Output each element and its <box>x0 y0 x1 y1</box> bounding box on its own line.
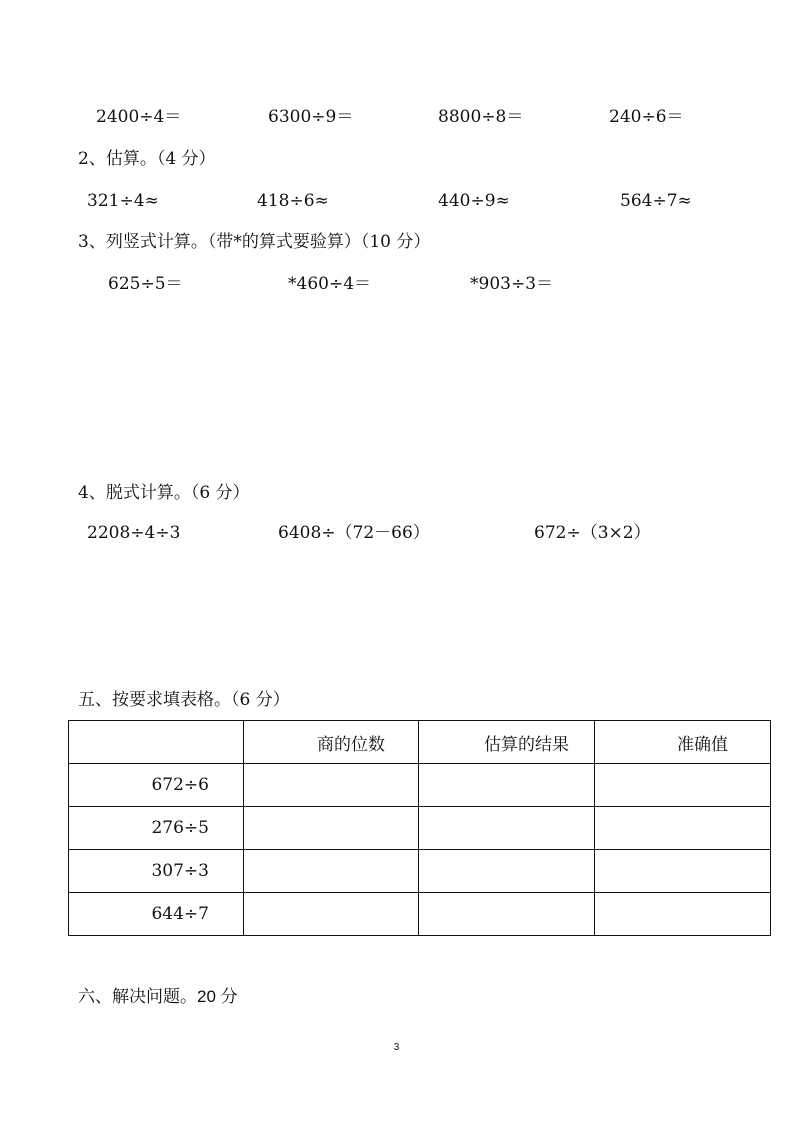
estimate-item-4: 564÷7≈ <box>620 191 692 211</box>
answer-cell[interactable] <box>244 764 419 807</box>
table-header-estimate: 估算的结果 <box>419 721 595 764</box>
vertical-calc-item-3: *903÷3＝ <box>470 274 554 294</box>
stepwise-calc-item-1: 2208÷4÷3 <box>87 523 181 543</box>
section-3-heading: 3、列竖式计算。（带*的算式要验算）（10 分） <box>78 232 431 252</box>
problem-6300-div-9: 6300÷9＝ <box>268 107 354 127</box>
page-number: 3 <box>393 1042 400 1053</box>
row-label-cell: 307÷3 <box>69 850 244 893</box>
section-5-heading: 五、按要求填表格。（6 分） <box>78 690 290 710</box>
vertical-calc-item-2: *460÷4＝ <box>288 274 372 294</box>
section-6-heading-text: 六、解决问题。 <box>78 987 197 1007</box>
fill-in-table <box>68 720 771 936</box>
stepwise-calc-item-2: 6408÷（72－66） <box>278 523 430 543</box>
estimate-item-2: 418÷6≈ <box>257 191 329 211</box>
answer-cell[interactable] <box>595 893 771 936</box>
section-6-score: 20 分 <box>197 987 238 1006</box>
answer-cell[interactable] <box>595 807 771 850</box>
answer-cell[interactable] <box>595 764 771 807</box>
table-row <box>69 893 771 936</box>
section-6-heading <box>78 987 238 1007</box>
problem-2400-div-4: 2400÷4＝ <box>96 107 182 127</box>
answer-cell[interactable] <box>419 850 595 893</box>
answer-cell[interactable] <box>419 764 595 807</box>
row-label-cell: 672÷6 <box>69 764 244 807</box>
estimate-item-3: 440÷9≈ <box>438 191 510 211</box>
table-header-exact-value: 准确值 <box>595 721 771 764</box>
answer-cell[interactable] <box>595 850 771 893</box>
estimate-item-1: 321÷4≈ <box>87 191 159 211</box>
table-header-quotient-digits: 商的位数 <box>244 721 419 764</box>
answer-cell[interactable] <box>419 893 595 936</box>
problem-8800-div-8: 8800÷8＝ <box>438 107 524 127</box>
table-header-blank <box>69 721 244 764</box>
vertical-calc-item-1: 625÷5＝ <box>108 274 183 294</box>
table-row <box>69 850 771 893</box>
table-header-row <box>69 721 771 764</box>
answer-cell[interactable] <box>419 807 595 850</box>
answer-cell[interactable] <box>244 850 419 893</box>
answer-cell[interactable] <box>244 893 419 936</box>
section-2-heading: 2、估算。（4 分） <box>78 149 216 169</box>
table-row <box>69 764 771 807</box>
row-label-cell: 276÷5 <box>69 807 244 850</box>
answer-cell[interactable] <box>244 807 419 850</box>
table-row <box>69 807 771 850</box>
row-label-cell: 644÷7 <box>69 893 244 936</box>
stepwise-calc-item-3: 672÷（3×2） <box>534 523 651 543</box>
problem-240-div-6: 240÷6＝ <box>609 107 684 127</box>
section-4-heading: 4、脱式计算。（6 分） <box>78 483 250 503</box>
